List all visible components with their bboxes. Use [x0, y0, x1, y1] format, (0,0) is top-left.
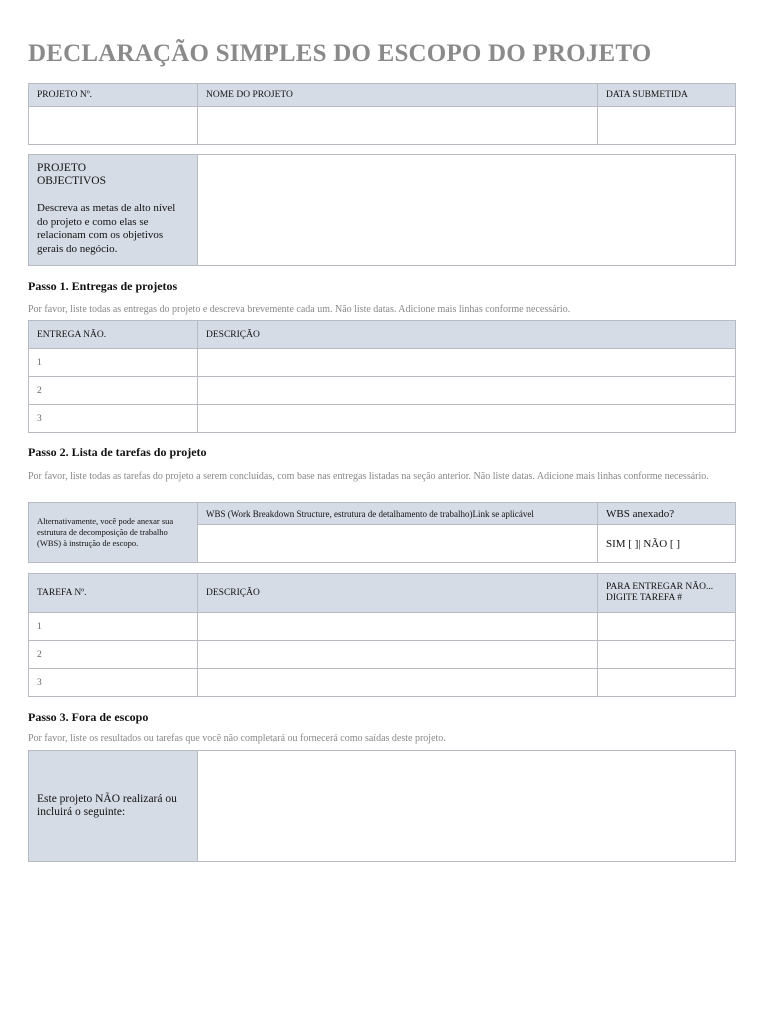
task-deliverable-header-line1: PARA ENTREGAR NÃO...: [606, 582, 714, 592]
wbs-note: Alternativamente, você pode anexar sua estrutura de decomposição de trabalho (WBS) à instrução de escopo.: [29, 503, 198, 563]
wbs-link-header: WBS (Work Breakdown Structure, estrutura de detalhamento de trabalho)Link se aplicável: [198, 503, 598, 525]
out-of-scope-label: Este projeto NÃO realizará ou incluirá o seguinte:: [29, 751, 198, 862]
step1-instruction: Por favor, liste todas as entregas do projeto e descreva brevemente cada um. Não liste datas. Adicione mais linhas conforme necessário.: [28, 304, 571, 315]
table-row: [29, 641, 736, 669]
tasks-table: [28, 573, 736, 697]
wbs-attached-choice[interactable]: SIM [ ]| NÃO [ ]: [598, 525, 736, 563]
objectives-field[interactable]: [198, 155, 736, 266]
task-deliverable-header: [598, 574, 736, 613]
project-name-header: NOME DO PROJETO: [198, 84, 598, 107]
project-number-field[interactable]: [29, 107, 198, 145]
deliverable-number: 3: [29, 405, 198, 433]
task-deliverable-header-line2: DIGITE TAREFA #: [606, 593, 682, 603]
objectives-label-line2: OBJECTIVOS: [37, 175, 107, 187]
task-number: 3: [29, 669, 198, 697]
table-row: [29, 405, 736, 433]
deliverable-number: 2: [29, 377, 198, 405]
step3-instruction: Por favor, liste os resultados ou tarefas que você não completará ou fornecerá como saídas deste projeto.: [28, 733, 446, 744]
step2-instruction: Por favor, liste todas as tarefas do projeto a serem concluídas, com base nas entregas listadas na seção anterior. Não liste datas. Adicione mais linhas conforme necessário.: [28, 471, 709, 482]
step3-title: Passo 3. Fora de escopo: [28, 710, 149, 724]
step2-title: Passo 2. Lista de tarefas do projeto: [28, 445, 207, 459]
objectives-table-wrap: [28, 154, 736, 266]
deliverable-description-header: DESCRIÇÃO: [198, 321, 736, 349]
out-of-scope-table: [28, 750, 736, 862]
tasks-table-wrap: [28, 573, 736, 697]
project-name-field[interactable]: [198, 107, 598, 145]
wbs-table-wrap: [28, 502, 736, 563]
task-number-header: TAREFA Nº.: [29, 574, 198, 613]
table-row: [29, 349, 736, 377]
date-submitted-header: DATA SUBMETIDA: [598, 84, 736, 107]
wbs-table: [28, 502, 736, 563]
objectives-label-cell: [29, 155, 198, 266]
wbs-attached-header: WBS anexado?: [598, 503, 736, 525]
deliverable-description-field[interactable]: [198, 405, 736, 433]
table-row: [29, 613, 736, 641]
task-deliverable-field[interactable]: [598, 669, 736, 697]
task-number: 1: [29, 613, 198, 641]
deliverable-number: 1: [29, 349, 198, 377]
wbs-link-field[interactable]: [198, 525, 598, 563]
out-of-scope-field[interactable]: [198, 751, 736, 862]
project-number-header: PROJETO Nº.: [29, 84, 198, 107]
project-header-table: [28, 83, 736, 145]
out-of-scope-table-wrap: [28, 750, 736, 862]
table-row: [29, 669, 736, 697]
deliverables-table-wrap: [28, 320, 736, 433]
task-description-header: DESCRIÇÃO: [198, 574, 598, 613]
deliverable-description-field[interactable]: [198, 349, 736, 377]
objectives-description: Descreva as metas de alto nível do projeto e como elas se relacionam com os objetivos gerais do negócio.: [37, 202, 176, 255]
task-description-field[interactable]: [198, 641, 598, 669]
document-title: DECLARAÇÃO SIMPLES DO ESCOPO DO PROJETO: [28, 40, 652, 67]
deliverable-number-header: ENTREGA NÃO.: [29, 321, 198, 349]
step1-title: Passo 1. Entregas de projetos: [28, 279, 178, 293]
objectives-label-line1: PROJETO: [37, 162, 86, 174]
objectives-table: [28, 154, 736, 266]
project-header-table-wrap: [28, 83, 736, 145]
task-deliverable-field[interactable]: [598, 641, 736, 669]
deliverables-table: [28, 320, 736, 433]
date-submitted-field[interactable]: [598, 107, 736, 145]
table-row: [29, 377, 736, 405]
task-deliverable-field[interactable]: [598, 613, 736, 641]
task-description-field[interactable]: [198, 669, 598, 697]
deliverable-description-field[interactable]: [198, 377, 736, 405]
task-number: 2: [29, 641, 198, 669]
task-description-field[interactable]: [198, 613, 598, 641]
